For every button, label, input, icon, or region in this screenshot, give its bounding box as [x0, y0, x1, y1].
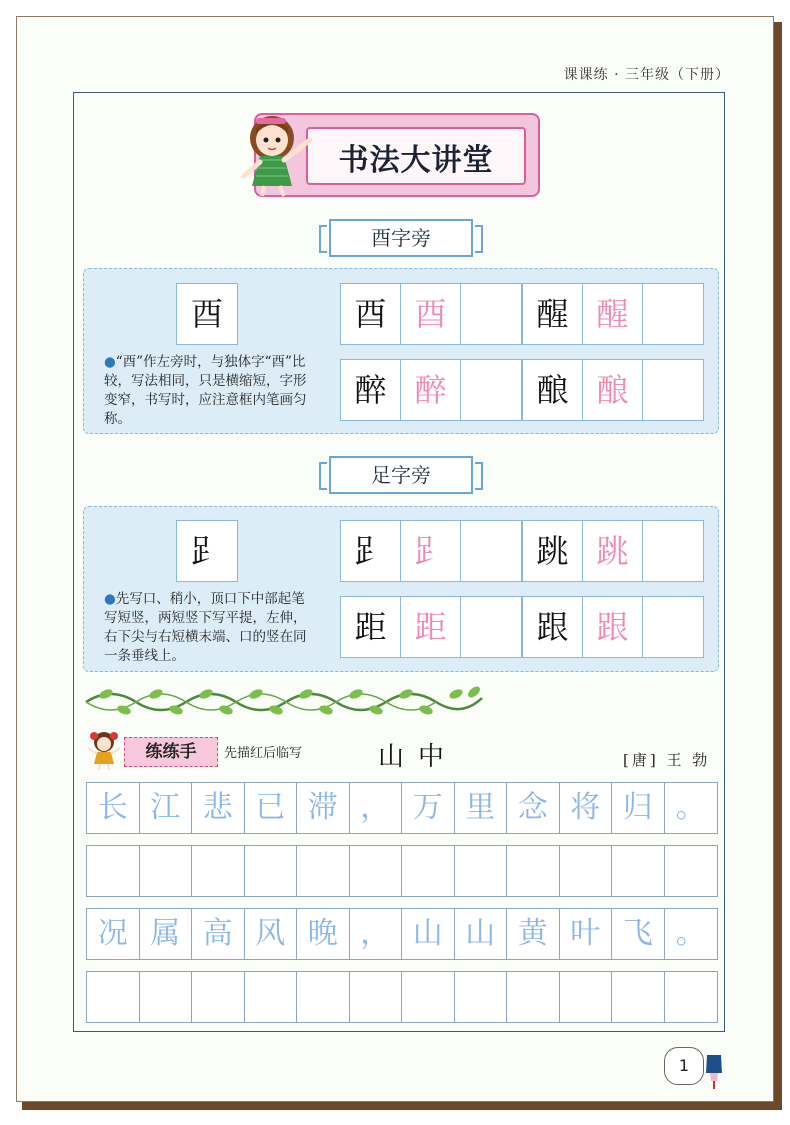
- blank-cell[interactable]: [297, 846, 350, 896]
- trace-char: 已: [245, 783, 298, 833]
- section-tag-you: 酉字旁: [329, 219, 473, 257]
- trace-char: 。: [675, 790, 706, 825]
- section-note: [104, 353, 318, 429]
- trace-char: ，: [350, 783, 403, 833]
- trace-char: 醒: [583, 284, 643, 344]
- practice-grid: [522, 359, 704, 421]
- blank-cell[interactable]: [643, 360, 703, 420]
- blank-cell[interactable]: [461, 597, 521, 657]
- blank-cell[interactable]: [461, 521, 521, 581]
- blank-cell[interactable]: [140, 972, 193, 1022]
- example-char: 𧾷: [341, 521, 401, 581]
- trace-char: ，: [350, 909, 403, 959]
- blank-cell[interactable]: [455, 972, 508, 1022]
- blank-cell[interactable]: [245, 846, 298, 896]
- trace-char: 悲: [192, 783, 245, 833]
- blank-cell[interactable]: [140, 846, 193, 896]
- example-char: 醉: [341, 360, 401, 420]
- blank-cell[interactable]: [643, 597, 703, 657]
- radical-box: 酉: [176, 283, 238, 345]
- blank-cell[interactable]: [560, 972, 613, 1022]
- blank-cell[interactable]: [192, 972, 245, 1022]
- trace-char: 。: [675, 916, 706, 951]
- blank-cell[interactable]: [350, 846, 403, 896]
- blank-cell[interactable]: [643, 284, 703, 344]
- trace-char: 里: [455, 783, 508, 833]
- trace-char: 万: [402, 783, 455, 833]
- banner-title: 书法大讲堂: [338, 143, 494, 178]
- practice-grid: [340, 283, 522, 345]
- note-text: “酉”作左旁时，与独体字“酉”比较，写法相同，只是横缩短，字形变窄，书写时，应注意框内笔画匀称。: [104, 354, 307, 427]
- example-char: 酉: [341, 284, 401, 344]
- trace-char: 叶: [560, 909, 613, 959]
- practice-grid: [340, 596, 522, 658]
- banner-inner: [306, 127, 526, 185]
- vine-divider-icon: [84, 684, 484, 720]
- blank-cell[interactable]: [507, 846, 560, 896]
- blank-cell[interactable]: [507, 972, 560, 1022]
- bullet-icon: ●: [104, 591, 116, 607]
- trace-char: 跳: [583, 521, 643, 581]
- practice-label: 练练手: [124, 737, 218, 767]
- blank-cell[interactable]: [612, 972, 665, 1022]
- section-tag-zu: 足字旁: [329, 456, 473, 494]
- practice-grid: [340, 359, 522, 421]
- trace-char: 高: [192, 909, 245, 959]
- trace-char: 风: [245, 909, 298, 959]
- trace-char: 𧾷: [401, 521, 461, 581]
- example-char: 醒: [523, 284, 583, 344]
- blank-cell[interactable]: [560, 846, 613, 896]
- practice-grid: [340, 520, 522, 582]
- trace-char: 长: [87, 783, 140, 833]
- note-text: 先写口、稍小，顶口下中部起笔写短竖，两短竖下写平提，左伸，右下尖与右短横末端、口的竖在同一条垂线上。: [104, 591, 307, 664]
- blank-cell[interactable]: [350, 972, 403, 1022]
- example-char: 酿: [523, 360, 583, 420]
- trace-char: 念: [507, 783, 560, 833]
- trace-char: 距: [401, 597, 461, 657]
- blank-cell[interactable]: [665, 846, 718, 896]
- running-head: 课课练 · 三年级（下册）: [563, 67, 730, 83]
- pen-holder-icon: [704, 1053, 724, 1089]
- practice-grid: [522, 596, 704, 658]
- trace-char: 醉: [401, 360, 461, 420]
- trace-char: 酉: [401, 284, 461, 344]
- bullet-icon: ●: [104, 354, 116, 370]
- page-number: 1: [664, 1047, 704, 1085]
- practice-grid: [522, 283, 704, 345]
- practice-hint: 先描红后临写: [224, 746, 303, 761]
- example-char: 跳: [523, 521, 583, 581]
- blank-cell[interactable]: [461, 360, 521, 420]
- section-note: [104, 590, 318, 666]
- blank-cell[interactable]: [643, 521, 703, 581]
- blank-cell[interactable]: [297, 972, 350, 1022]
- blank-cell[interactable]: [245, 972, 298, 1022]
- blank-cell[interactable]: [87, 846, 140, 896]
- trace-char: 属: [140, 909, 193, 959]
- trace-char: 况: [87, 909, 140, 959]
- trace-char: 飞: [612, 909, 665, 959]
- blank-cell[interactable]: [455, 846, 508, 896]
- poem-author: [唐] 王 勃: [623, 751, 711, 769]
- trace-char: 跟: [583, 597, 643, 657]
- blank-cell[interactable]: [402, 972, 455, 1022]
- trace-char: 江: [140, 783, 193, 833]
- blank-cell[interactable]: [665, 972, 718, 1022]
- trace-char: 晚: [297, 909, 350, 959]
- example-char: 距: [341, 597, 401, 657]
- writing-row-blank-1: [86, 845, 718, 897]
- example-char: 跟: [523, 597, 583, 657]
- writing-row-blank-2: [86, 971, 718, 1023]
- trace-char: 酿: [583, 360, 643, 420]
- trace-char: 山: [455, 909, 508, 959]
- trace-char: 将: [560, 783, 613, 833]
- blank-cell[interactable]: [461, 284, 521, 344]
- trace-char: 山: [402, 909, 455, 959]
- practice-grid: [522, 520, 704, 582]
- trace-char: 黄: [507, 909, 560, 959]
- blank-cell[interactable]: [402, 846, 455, 896]
- blank-cell[interactable]: [612, 846, 665, 896]
- trace-char: 滞: [297, 783, 350, 833]
- poem-title: 山中: [378, 742, 459, 772]
- radical-box: 𧾷: [176, 520, 238, 582]
- blank-cell[interactable]: [192, 846, 245, 896]
- writing-row-trace-2: [86, 908, 718, 960]
- practice-girl-icon: [86, 730, 122, 770]
- blank-cell[interactable]: [87, 972, 140, 1022]
- writing-row-trace-1: [86, 782, 718, 834]
- girl-mascot-icon: [230, 108, 326, 198]
- trace-char: 归: [612, 783, 665, 833]
